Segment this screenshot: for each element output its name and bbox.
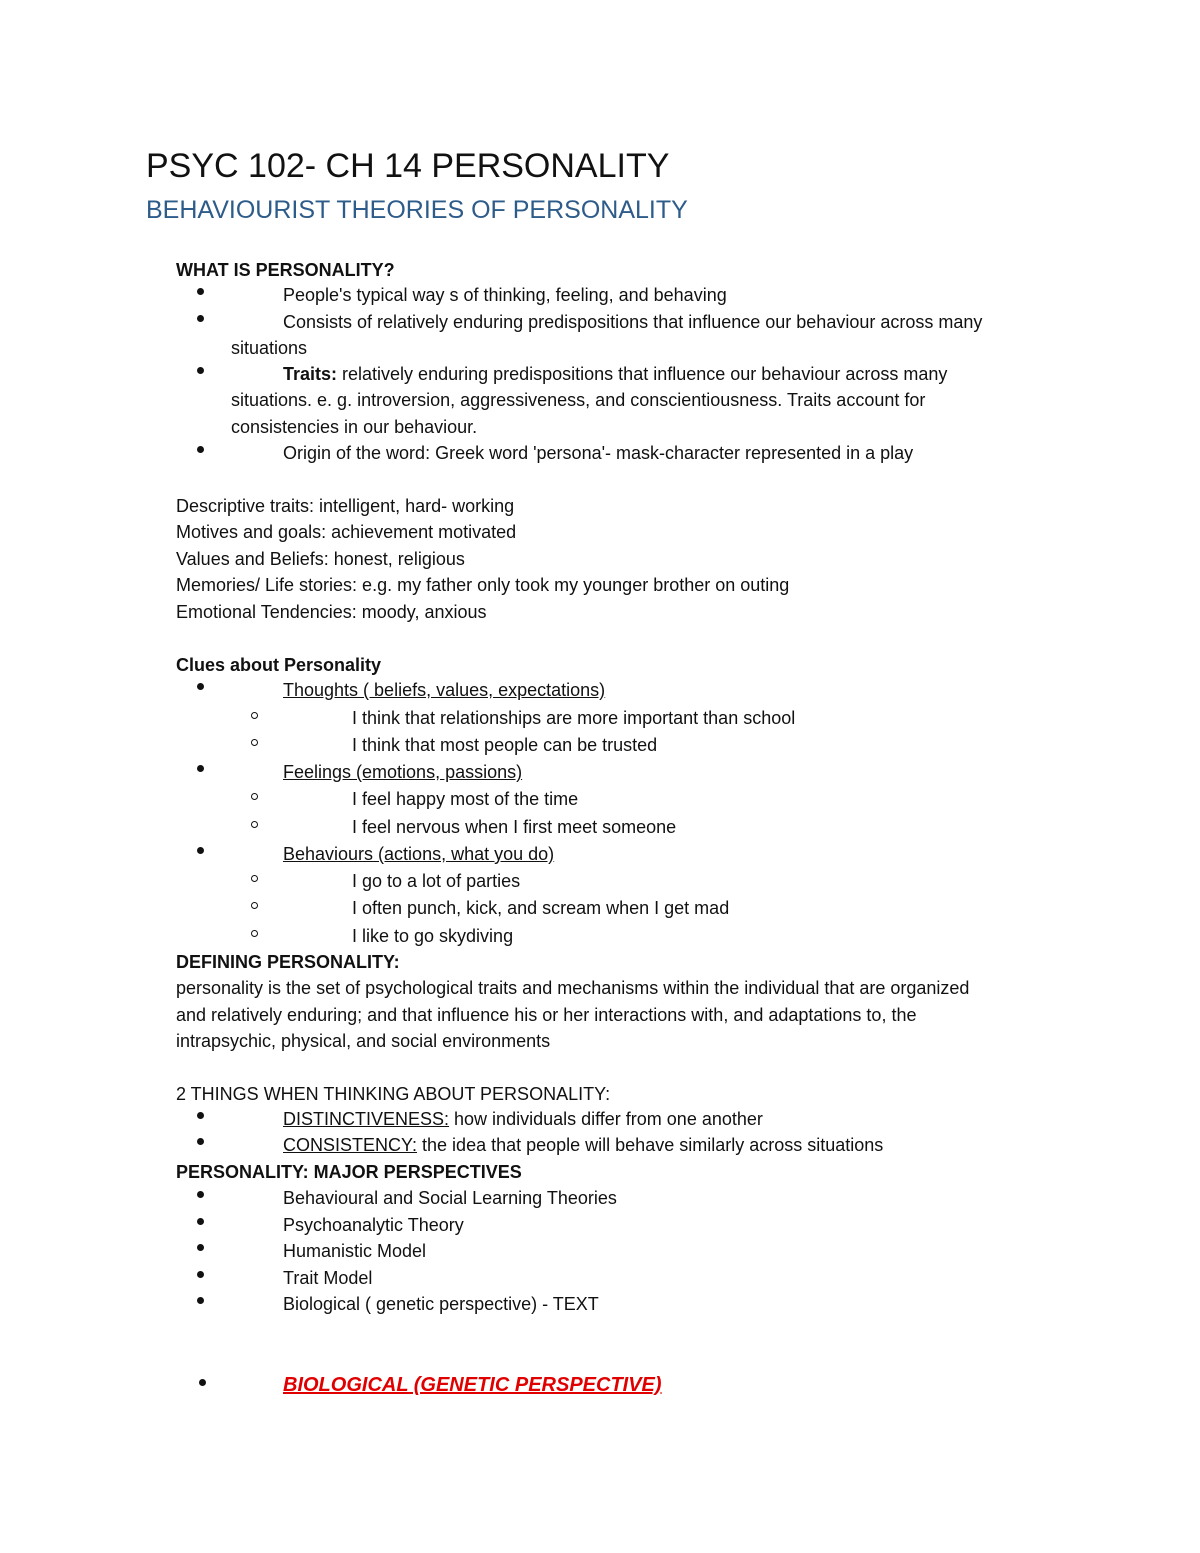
clue-subitem: I like to go skydiving	[352, 926, 514, 946]
bullet-icon	[197, 288, 204, 295]
list-item	[283, 361, 947, 387]
list-item	[283, 1132, 883, 1158]
definition-line: personality is the set of psychological traits and mechanisms within the individual that are organized	[176, 978, 970, 998]
perspective-item: Behavioural and Social Learning Theories	[283, 1188, 617, 1208]
circle-bullet-icon	[251, 793, 258, 800]
circle-bullet-icon	[251, 821, 258, 828]
clue-subitem: I think that most people can be trusted	[352, 735, 658, 755]
biological-heading: BIOLOGICAL (GENETIC PERSPECTIVE)	[283, 1374, 662, 1396]
traits-text: relatively enduring predispositions that influence our behaviour across many	[337, 364, 948, 384]
section-heading-perspectives: PERSONALITY: MAJOR PERSPECTIVES	[176, 1162, 522, 1182]
clue-group-label: Behaviours (actions, what you do)	[283, 844, 555, 864]
section-heading-defining: DEFINING PERSONALITY:	[176, 952, 400, 972]
traits-term: Traits:	[283, 364, 338, 384]
list-item-continuation: situations	[231, 338, 308, 358]
consistency-term: CONSISTENCY:	[283, 1135, 418, 1155]
bullet-icon	[197, 1138, 204, 1145]
circle-bullet-icon	[251, 875, 258, 882]
bullet-icon	[197, 1191, 204, 1198]
circle-bullet-icon	[251, 902, 258, 909]
clue-subitem: I go to a lot of parties	[352, 871, 521, 891]
list-item-continuation: consistencies in our behaviour.	[231, 417, 478, 437]
bullet-icon	[197, 367, 204, 374]
trait-line: Descriptive traits: intelligent, hard- working	[176, 496, 515, 516]
bullet-icon	[197, 847, 204, 854]
bullet-icon	[197, 765, 204, 772]
section-heading-clues: Clues about Personality	[176, 655, 382, 675]
trait-line: Emotional Tendencies: moody, anxious	[176, 602, 487, 622]
consistency-text: the idea that people will behave similarly across situations	[417, 1135, 884, 1155]
circle-bullet-icon	[251, 739, 258, 746]
perspective-item: Biological ( genetic perspective) - TEXT	[283, 1294, 599, 1314]
bullet-icon	[197, 1271, 204, 1278]
clue-group-label: Thoughts ( beliefs, values, expectations)	[283, 680, 606, 700]
distinctiveness-term: DISTINCTIVENESS:	[283, 1109, 450, 1129]
perspective-item: Humanistic Model	[283, 1241, 427, 1261]
clue-subitem: I feel nervous when I first meet someone	[352, 817, 677, 837]
bullet-icon	[197, 1218, 204, 1225]
circle-bullet-icon	[251, 712, 258, 719]
list-item: Consists of relatively enduring predispositions that influence our behaviour across many	[283, 312, 983, 332]
bullet-icon	[197, 315, 204, 322]
trait-line: Motives and goals: achievement motivated	[176, 522, 517, 542]
clue-subitem: I think that relationships are more important than school	[352, 708, 796, 728]
definition-line: and relatively enduring; and that influence his or her interactions with, and adaptations to, the	[176, 1005, 917, 1025]
bullet-icon	[197, 1297, 204, 1304]
list-item: Origin of the word: Greek word 'persona'- mask-character represented in a play	[283, 443, 914, 463]
definition-line: intrapsychic, physical, and social environments	[176, 1031, 551, 1051]
clue-subitem: I often punch, kick, and scream when I get mad	[352, 898, 730, 918]
trait-line: Memories/ Life stories: e.g. my father only took my younger brother on outing	[176, 575, 790, 595]
page-title: PSYC 102- CH 14 PERSONALITY	[146, 147, 670, 185]
bullet-icon	[199, 1379, 206, 1386]
section-heading-two-things: 2 THINGS WHEN THINKING ABOUT PERSONALITY:	[176, 1084, 611, 1104]
list-item: People's typical way s of thinking, feeling, and behaving	[283, 285, 727, 305]
bullet-icon	[197, 1112, 204, 1119]
bullet-icon	[197, 683, 204, 690]
trait-line: Values and Beliefs: honest, religious	[176, 549, 465, 569]
page-subtitle: BEHAVIOURIST THEORIES OF PERSONALITY	[146, 196, 688, 224]
distinctiveness-text: how individuals differ from one another	[449, 1109, 763, 1129]
bullet-icon	[197, 1244, 204, 1251]
section-heading-what-is: WHAT IS PERSONALITY?	[176, 260, 395, 280]
circle-bullet-icon	[251, 930, 258, 937]
perspective-item: Psychoanalytic Theory	[283, 1215, 464, 1235]
list-item	[283, 1106, 763, 1132]
perspective-item: Trait Model	[283, 1268, 373, 1288]
clue-group-label: Feelings (emotions, passions)	[283, 762, 523, 782]
clue-subitem: I feel happy most of the time	[352, 789, 579, 809]
bullet-icon	[197, 446, 204, 453]
list-item-continuation: situations. e. g. introversion, aggressiveness, and conscientiousness. Traits account for	[231, 390, 926, 410]
